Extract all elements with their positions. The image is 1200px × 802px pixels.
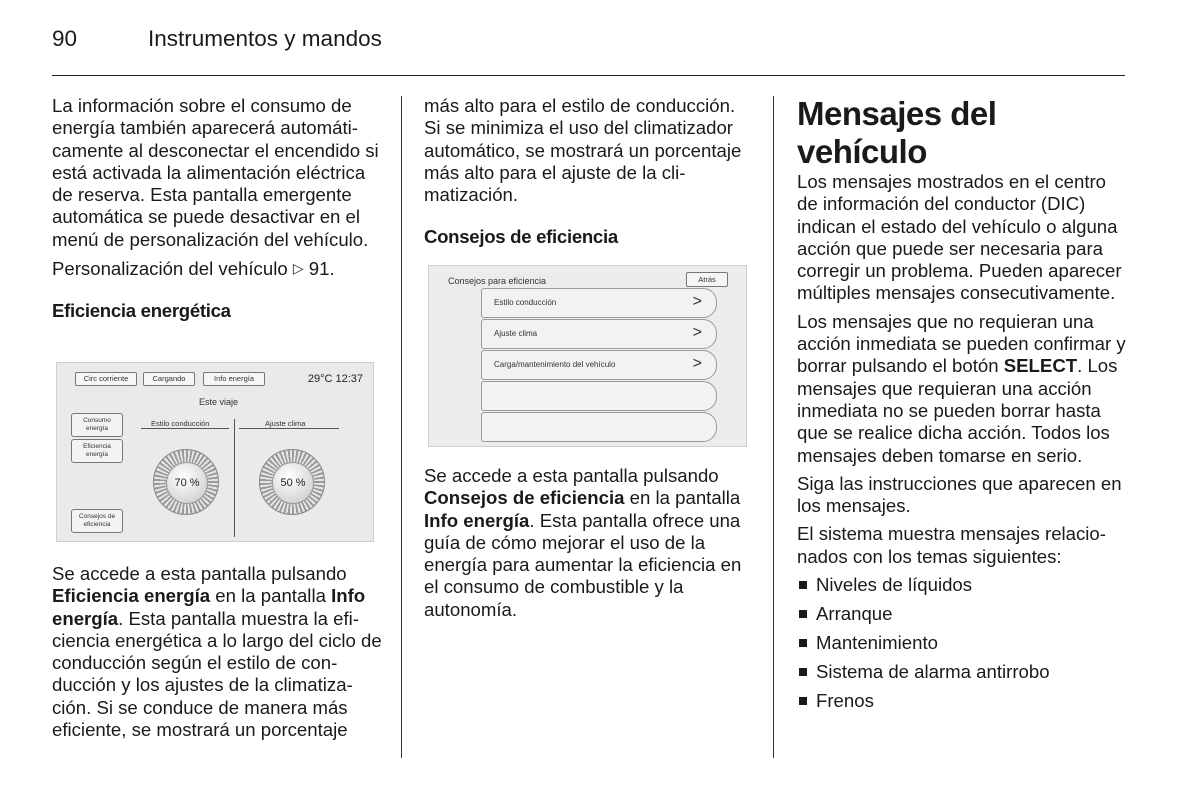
- chevron-right-icon: >: [692, 293, 702, 310]
- screen-divider: [234, 419, 235, 537]
- driving-style-value: 70 %: [166, 462, 208, 504]
- bold-term: Consejos de eficiencia: [424, 487, 625, 509]
- list-item-text: Sistema de alarma antirrobo: [816, 661, 1050, 683]
- climate-gauge: [259, 449, 325, 515]
- temperature-time: 29°C 12:37: [307, 373, 363, 385]
- text: Los mensajes que no requieran una acción inmediata se pueden confirmar y borrar pulsando el botón: [797, 310, 1126, 377]
- tab-current-circuit: Circ corriente: [75, 372, 137, 386]
- paragraph: La información sobre el consumo de energía también aparecerá automáticamente al desconectar el encendido si está activada la alimentación eléctrica de reserva. Esta pantalla emergente automática se puede desactivar en el menú de personalización del vehículo.: [52, 95, 379, 250]
- tip-label: Ajuste clima: [494, 329, 538, 338]
- tip-label: Estilo conducción: [494, 298, 557, 307]
- chevron-right-icon: >: [692, 324, 702, 341]
- back-button: Atrás: [686, 272, 728, 287]
- empty-row: [481, 412, 717, 442]
- paragraph: El sistema muestra mensajes relacionados con los temas siguientes:: [797, 523, 1106, 567]
- label-underline-left: [141, 428, 229, 429]
- label-climate: Ajuste clima: [265, 419, 306, 428]
- text: . Esta pantalla muestra la eficiencia energética a lo largo del ciclo de conducción según el estilo de conducción y los ajustes de la climatización. Si se conduce de manera más eficiente, se mostrará un porcentaje: [52, 607, 382, 741]
- text: Se accede a esta pantalla pulsando: [424, 465, 719, 486]
- tab-energy-info: Info energía: [203, 372, 265, 386]
- screen-title: Consejos para eficiencia: [448, 276, 547, 286]
- tip-row: [481, 288, 717, 318]
- page-number: 90: [52, 26, 78, 51]
- list-item: [797, 690, 1129, 712]
- list-item-text: Arranque: [816, 603, 893, 625]
- reference-arrow-icon: ▷: [292, 260, 304, 277]
- bold-term: Eficiencia energía: [52, 585, 211, 607]
- bullet-icon: [799, 697, 807, 705]
- side-button-efficiency: Eficiencia energía: [71, 439, 123, 463]
- list-item-text: Niveles de líquidos: [816, 574, 973, 596]
- efficiency-tips-screen-image: [428, 265, 747, 447]
- empty-row: [481, 381, 717, 411]
- tip-row: [481, 319, 717, 349]
- column-divider-2: [773, 96, 774, 758]
- column-divider-1: [401, 96, 402, 758]
- bullet-icon: [799, 581, 807, 589]
- list-item: [797, 574, 1129, 596]
- list-item-text: Frenos: [816, 690, 874, 712]
- tips-list: [481, 288, 721, 440]
- section-title: Instrumentos y mandos: [148, 26, 382, 51]
- heading-vehicle-messages: Mensajes del vehículo: [797, 95, 997, 170]
- chevron-right-icon: >: [692, 355, 702, 372]
- topic-list: [797, 574, 1129, 713]
- list-item: [797, 603, 1129, 625]
- bold-term: Info energía: [424, 509, 530, 531]
- reference-page: 91.: [308, 258, 335, 280]
- column-1-continued: [52, 563, 384, 741]
- paragraph: Siga las instrucciones que aparecen en los mensajes.: [797, 472, 1122, 517]
- paragraph: más alto para el estilo de conducción. Si se minimiza el uso del climatizador automático, se mostrará un porcentaje más alto para el ajuste de la climatización.: [424, 95, 742, 206]
- side-button-tips: Consejos de eficiencia: [71, 509, 123, 533]
- trip-label: Este viaje: [199, 397, 239, 407]
- paragraph: [424, 465, 756, 621]
- label-underline-right: [239, 428, 339, 429]
- bullet-icon: [799, 639, 807, 647]
- label-driving-style: Estilo conducción: [151, 419, 210, 428]
- header-rule: [52, 75, 1125, 76]
- reference-text: Personalización del vehículo: [52, 258, 288, 280]
- side-button-consumption: Consumo energía: [71, 413, 123, 437]
- text: en la pantalla: [629, 487, 741, 509]
- subheading-energy-efficiency: Eficiencia energética: [52, 300, 231, 322]
- energy-efficiency-screen-image: [56, 362, 374, 542]
- list-item: [797, 632, 1129, 654]
- tab-charging: Cargando: [143, 372, 195, 386]
- climate-value: 50 %: [272, 462, 314, 504]
- bold-term: Info energía: [52, 585, 366, 629]
- driving-style-gauge: [153, 449, 219, 515]
- list-item-text: Mantenimiento: [816, 632, 938, 654]
- text: . Esta pantalla ofrece una guía de cómo mejorar el uso de la energía para aumentar la eficiencia en el consumo de combustible y la autonomía.: [424, 509, 742, 620]
- column-2-continued: [424, 465, 756, 621]
- paragraph: [52, 563, 384, 741]
- cross-reference: [52, 257, 384, 280]
- subheading-efficiency-tips: Consejos de eficiencia: [424, 226, 618, 248]
- text: Se accede a esta pantalla pulsando: [52, 563, 347, 584]
- column-2: [424, 95, 756, 249]
- tip-label: Carga/mantenimiento del vehículo: [494, 360, 616, 369]
- column-3: [797, 95, 1129, 720]
- tip-row: [481, 350, 717, 380]
- bold-term: SELECT: [1003, 355, 1078, 377]
- paragraph: [797, 311, 1129, 467]
- text: . Los mensajes que requieran una acción inmediata no se pueden borrar hasta que se realice dicha acción. Todos los mensajes deben tomarse en serio.: [797, 355, 1118, 466]
- bullet-icon: [799, 610, 807, 618]
- text: en la pantalla: [215, 585, 326, 607]
- paragraph: Los mensajes mostrados en el centro de información del conductor (DIC) indican el estado del vehículo o alguna acción que puede ser necesaria para corregir un problema. Pueden aparecer múltiples mensajes consecutivamente.: [797, 171, 1122, 304]
- column-1: [52, 95, 384, 335]
- bullet-icon: [799, 668, 807, 676]
- list-item: [797, 661, 1129, 683]
